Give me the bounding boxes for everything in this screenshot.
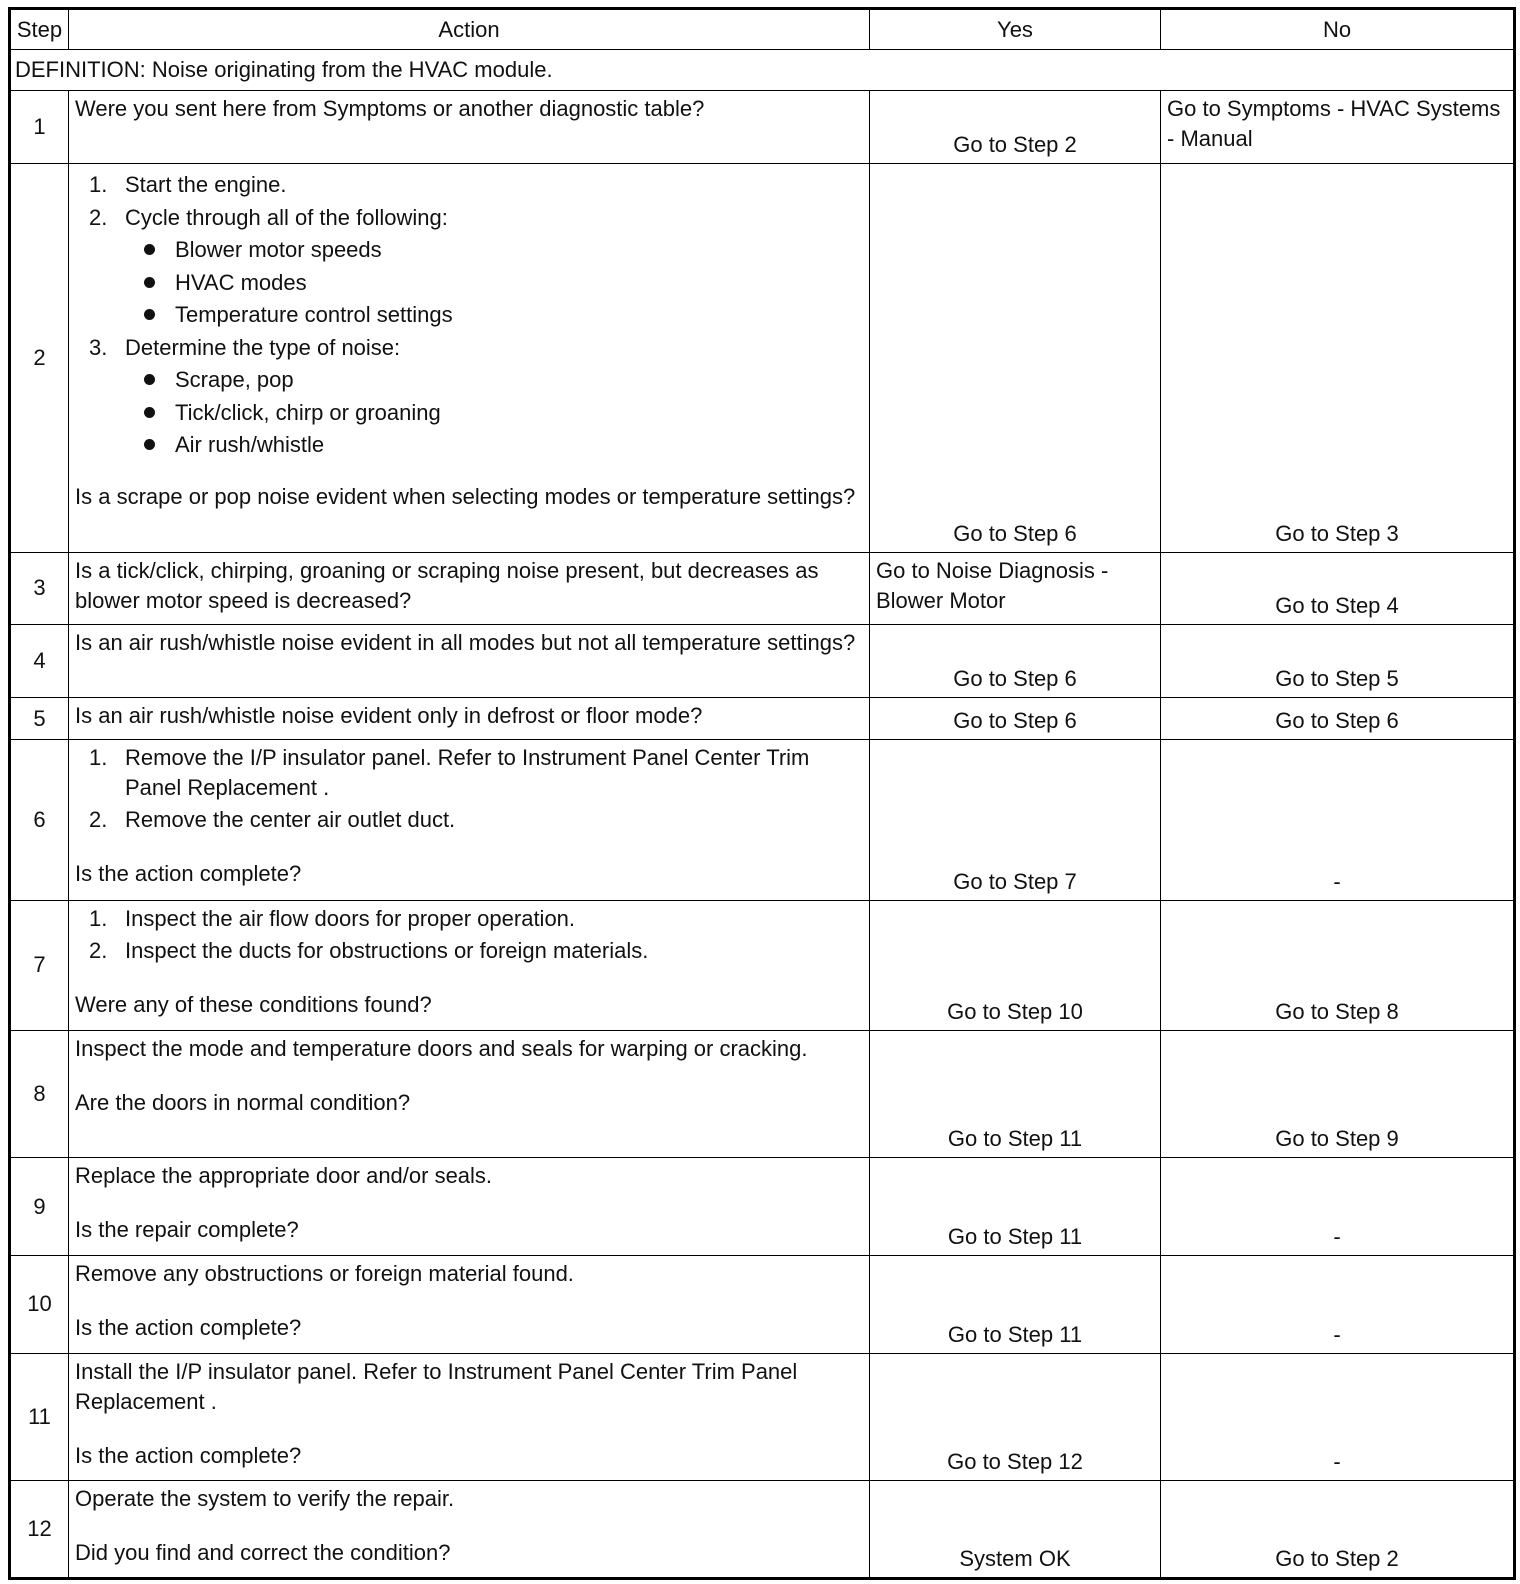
step-number: 1 bbox=[10, 91, 69, 164]
yes-result: Go to Step 2 bbox=[870, 91, 1161, 164]
action-step-list bbox=[75, 743, 863, 835]
header-step: Step bbox=[10, 9, 69, 50]
yes-result: Go to Step 12 bbox=[870, 1353, 1161, 1480]
no-result: Go to Step 2 bbox=[1161, 1481, 1515, 1579]
sub-list bbox=[125, 234, 863, 332]
header-no: No bbox=[1161, 9, 1515, 50]
no-result: Go to Step 8 bbox=[1161, 900, 1515, 1030]
no-result: - bbox=[1161, 740, 1515, 900]
table-row bbox=[10, 625, 1515, 698]
definition-text: DEFINITION: Noise originating from the HVAC module. bbox=[10, 50, 1515, 91]
table-row bbox=[10, 552, 1515, 625]
question-text: Did you find and correct the condition? bbox=[75, 1540, 451, 1566]
sub-list-item: Temperature control settings bbox=[125, 299, 863, 332]
sub-list-item: Scrape, pop bbox=[125, 364, 863, 397]
step-number: 12 bbox=[10, 1481, 69, 1579]
step-number: 2 bbox=[10, 164, 69, 553]
action-text: Inspect the mode and temperature doors and seals for warping or cracking. bbox=[75, 1035, 808, 1061]
table-row bbox=[10, 1030, 1515, 1157]
action-cell bbox=[69, 900, 870, 1030]
step-number: 3 bbox=[10, 552, 69, 625]
table-row bbox=[10, 91, 1515, 164]
table-row bbox=[10, 1158, 1515, 1256]
action-cell bbox=[69, 1481, 870, 1579]
action-cell bbox=[69, 1255, 870, 1353]
yes-result: Go to Noise Diagnosis - Blower Motor bbox=[870, 552, 1161, 625]
question-text: Is the action complete? bbox=[75, 1314, 302, 1340]
action-text: Is a tick/click, chirping, groaning or scraping noise present, but decreases as blower motor speed is decreased? bbox=[69, 552, 870, 625]
step-number: 6 bbox=[10, 740, 69, 900]
table-row bbox=[10, 900, 1515, 1030]
action-text: Install the I/P insulator panel. Refer to Instrument Panel Center Trim Panel Replacement . bbox=[75, 1358, 798, 1414]
sub-list-item: HVAC modes bbox=[125, 267, 863, 300]
list-item: 1. Remove the I/P insulator panel. Refer to Instrument Panel Center Trim Panel Replacement . bbox=[89, 745, 810, 801]
sub-list-item: Air rush/whistle bbox=[125, 429, 863, 462]
list-item: 2. Cycle through all of the following: Blower motor speeds HVAC modes Temperature control settings bbox=[75, 202, 863, 332]
step-number: 7 bbox=[10, 900, 69, 1030]
list-item: 2. Inspect the ducts for obstructions or foreign materials. bbox=[89, 937, 649, 963]
action-step-list bbox=[75, 169, 863, 462]
yes-result: Go to Step 11 bbox=[870, 1255, 1161, 1353]
yes-result: Go to Step 6 bbox=[870, 164, 1161, 553]
question-text: Are the doors in normal condition? bbox=[75, 1089, 411, 1115]
no-result: - bbox=[1161, 1353, 1515, 1480]
step-number: 9 bbox=[10, 1158, 69, 1256]
question-text: Is the action complete? bbox=[75, 1442, 302, 1468]
sub-list-item: Tick/click, chirp or groaning bbox=[125, 397, 863, 430]
definition-row bbox=[10, 50, 1515, 91]
header-yes: Yes bbox=[870, 9, 1161, 50]
table-row bbox=[10, 164, 1515, 553]
yes-result: Go to Step 7 bbox=[870, 740, 1161, 900]
yes-result: Go to Step 6 bbox=[870, 625, 1161, 698]
no-result: Go to Step 5 bbox=[1161, 625, 1515, 698]
no-result: - bbox=[1161, 1255, 1515, 1353]
question-text: Is a scrape or pop noise evident when selecting modes or temperature settings? bbox=[75, 483, 856, 509]
action-cell bbox=[69, 1030, 870, 1157]
action-text: Were you sent here from Symptoms or another diagnostic table? bbox=[69, 91, 870, 164]
no-result: Go to Step 6 bbox=[1161, 697, 1515, 739]
sub-list-item: Blower motor speeds bbox=[125, 234, 863, 267]
action-text: Replace the appropriate door and/or seals. bbox=[75, 1163, 493, 1189]
action-cell bbox=[69, 1353, 870, 1480]
list-item: 2. Remove the center air outlet duct. bbox=[89, 807, 456, 833]
list-item: 3. Determine the type of noise: Scrape, pop Tick/click, chirp or groaning Air rush/whistle bbox=[75, 332, 863, 462]
table-row bbox=[10, 697, 1515, 739]
yes-result: Go to Step 11 bbox=[870, 1158, 1161, 1256]
action-text: Operate the system to verify the repair. bbox=[75, 1486, 455, 1512]
step-number: 10 bbox=[10, 1255, 69, 1353]
yes-result: Go to Step 6 bbox=[870, 697, 1161, 739]
table-row bbox=[10, 1481, 1515, 1579]
step-number: 8 bbox=[10, 1030, 69, 1157]
action-cell bbox=[69, 1158, 870, 1256]
action-text: Is an air rush/whistle noise evident in all modes but not all temperature settings? bbox=[69, 625, 870, 698]
list-item: 1. Start the engine. bbox=[89, 172, 287, 198]
header-action: Action bbox=[69, 9, 870, 50]
no-result: Go to Step 3 bbox=[1161, 164, 1515, 553]
diagnostic-table bbox=[8, 7, 1516, 1580]
list-item: 1. Inspect the air flow doors for proper operation. bbox=[89, 905, 576, 931]
question-text: Is the repair complete? bbox=[75, 1217, 299, 1243]
step-number: 4 bbox=[10, 625, 69, 698]
no-result: Go to Symptoms - HVAC Systems - Manual bbox=[1161, 91, 1515, 164]
yes-result: System OK bbox=[870, 1481, 1161, 1579]
sub-list bbox=[125, 364, 863, 462]
step-number: 11 bbox=[10, 1353, 69, 1480]
yes-result: Go to Step 11 bbox=[870, 1030, 1161, 1157]
yes-result: Go to Step 10 bbox=[870, 900, 1161, 1030]
action-cell bbox=[69, 740, 870, 900]
table-row bbox=[10, 1255, 1515, 1353]
question-text: Were any of these conditions found? bbox=[75, 991, 432, 1017]
question-text: Is the action complete? bbox=[75, 861, 302, 887]
action-step-list bbox=[75, 904, 863, 966]
table-row bbox=[10, 1353, 1515, 1480]
header-row bbox=[10, 9, 1515, 50]
action-cell bbox=[69, 164, 870, 553]
action-text: Is an air rush/whistle noise evident only in defrost or floor mode? bbox=[69, 697, 870, 739]
no-result: - bbox=[1161, 1158, 1515, 1256]
no-result: Go to Step 9 bbox=[1161, 1030, 1515, 1157]
no-result: Go to Step 4 bbox=[1161, 552, 1515, 625]
action-text: Remove any obstructions or foreign material found. bbox=[75, 1260, 574, 1286]
table-row bbox=[10, 740, 1515, 900]
step-number: 5 bbox=[10, 697, 69, 739]
